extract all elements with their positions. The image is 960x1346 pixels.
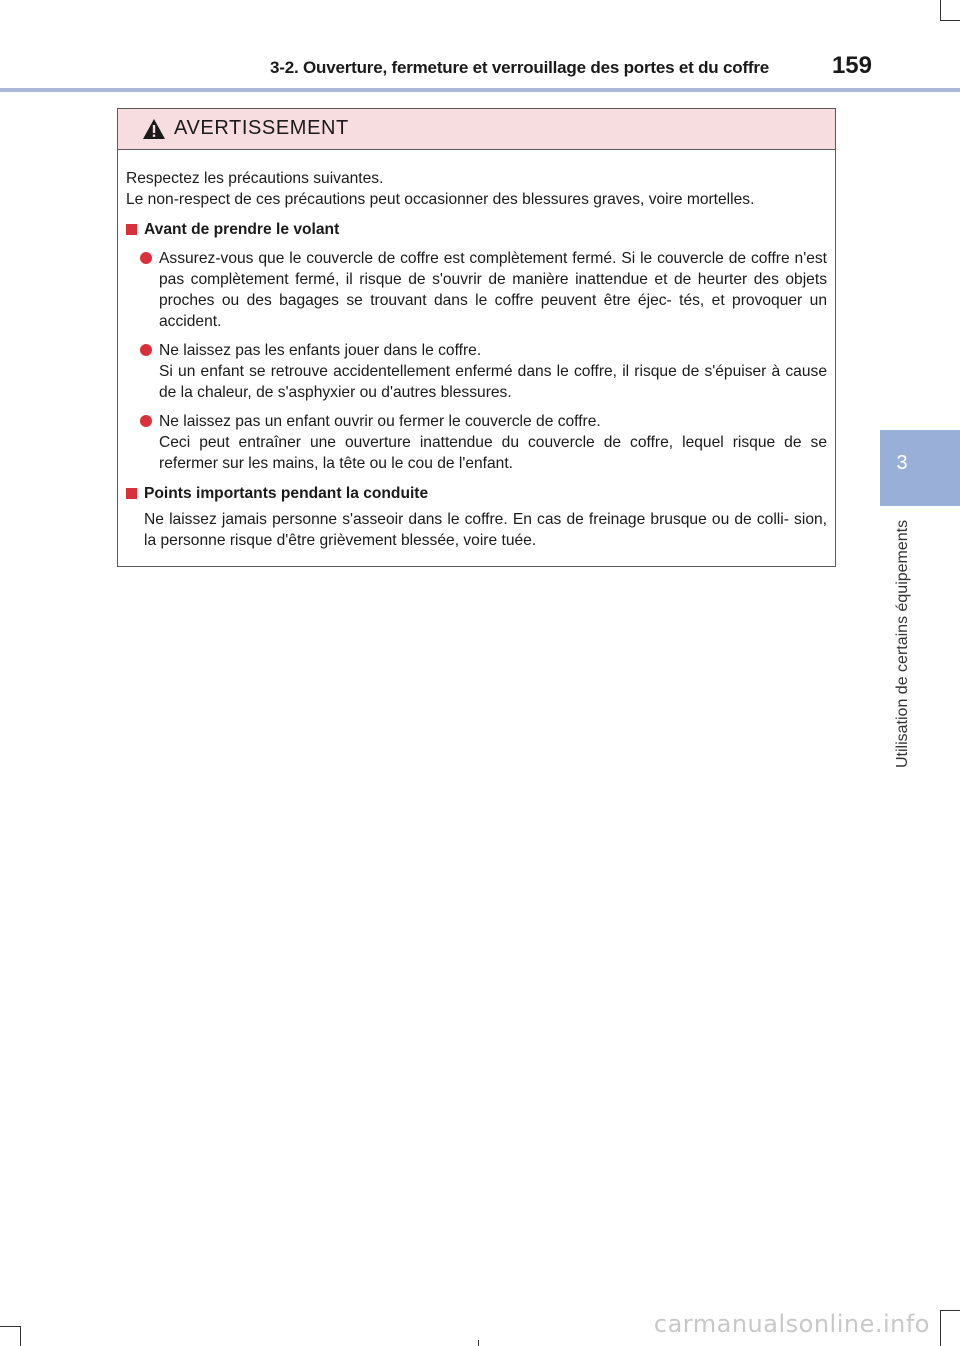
page-header-title: 3-2. Ouverture, fermeture et verrouillage des portes et du coffre <box>270 58 770 77</box>
crop-mark <box>940 20 960 21</box>
list-item-text <box>159 340 827 403</box>
list-item-line: Ceci peut entraîner une ouverture inattendue du couvercle de coffre, lequel risque de se refermer sur les mains, la tête ou le cou de l'enfant. <box>159 434 827 472</box>
list-item-line: Si un enfant se retrouve accidentellement enfermé dans le coffre, il risque de s'épuiser à cause de la chaleur, de s'asphyxier ou d'autres blessures. <box>159 363 827 401</box>
red-bullet-icon <box>140 415 152 427</box>
list-item-line: Ne laissez pas un enfant ouvrir ou fermer le couvercle de coffre. <box>159 413 601 430</box>
crop-mark <box>940 0 941 20</box>
page-number: 159 <box>831 52 872 79</box>
section-heading <box>126 219 827 240</box>
crop-mark <box>0 1326 20 1327</box>
crop-mark <box>20 1326 21 1346</box>
warning-body <box>118 150 835 551</box>
warning-header <box>118 109 835 150</box>
list-item <box>126 340 827 403</box>
red-square-icon <box>126 224 137 235</box>
warning-box <box>117 108 836 567</box>
section-heading-text: Points importants pendant la conduite <box>144 485 429 502</box>
chapter-tab <box>880 430 960 506</box>
red-bullet-icon <box>140 252 152 264</box>
section-heading-text: Avant de prendre le volant <box>144 221 340 238</box>
list-item-text <box>159 248 827 332</box>
center-tick <box>478 1340 479 1346</box>
list-item <box>126 411 827 474</box>
warning-triangle-icon <box>142 118 166 140</box>
list-item-line: Ne laissez pas les enfants jouer dans le coffre. <box>159 342 482 359</box>
intro-line: Le non-respect de ces précautions peut occasionner des blessures graves, voire mortelles. <box>126 191 755 208</box>
intro-line: Respectez les précautions suivantes. <box>126 170 384 187</box>
watermark: carmanualsonline.info <box>653 1310 930 1338</box>
red-square-icon <box>126 488 137 499</box>
chapter-number: 3 <box>896 452 908 474</box>
section-paragraph: Ne laissez jamais personne s'asseoir dans le coffre. En cas de freinage brusque ou de colli- sion, la personne risque d'être grièvement blessée, voire tuée. <box>144 511 827 549</box>
crop-mark <box>940 1310 960 1311</box>
list-item-line: Assurez-vous que le couvercle de coffre est complètement fermé. Si le couvercle de coffre n'est pas complètement fermé, il risque de s'ouvrir de manière inattendue et de heurter des objets proches ou des bagages se trouvant dans le coffre peuvent être éjec- tés, et provoquer un accident. <box>159 250 827 330</box>
header-rule <box>0 88 960 92</box>
list-item <box>126 248 827 332</box>
list-item-text <box>159 411 827 474</box>
chapter-label: Utilisation de certains équipements <box>894 520 911 769</box>
crop-mark <box>940 1310 941 1346</box>
warning-title: AVERTISSEMENT <box>174 117 349 139</box>
red-bullet-icon <box>140 344 152 356</box>
section-heading <box>126 483 827 504</box>
